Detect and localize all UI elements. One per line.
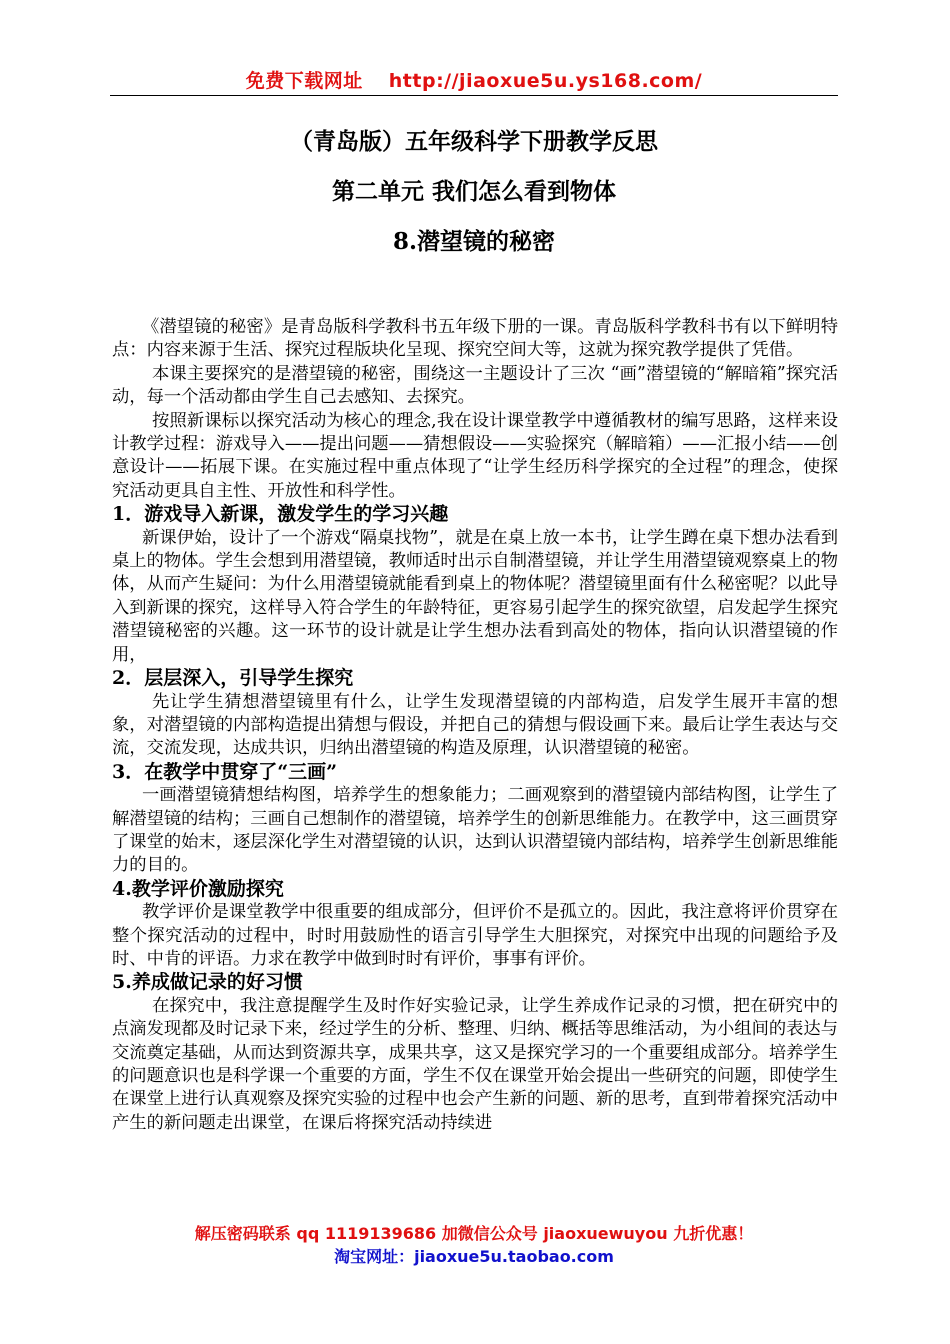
section-heading-1: 1．游戏导入新课，激发学生的学习兴趣	[112, 503, 449, 526]
paragraph-section-3: 一画潜望镜猜想结构图，培养学生的想象能力；二画观察到的潜望镜内部结构图，让学生了解潜望镜的结构；三画自己想制作的潜望镜，培养学生的创新思维能力。在教学中，这三画贯穿了课堂的始末，逐层深化学生对潜望镜的认识，达到认识潜望镜内部结构，培养学生创新思维能力的目的。	[112, 785, 838, 876]
footer-contact: 解压密码联系 qq 1119139686 加微信公众号 jiaoxuewuyou 九折优惠！	[194, 1224, 754, 1243]
paragraph-section-4: 教学评价是课堂教学中很重要的组成部分，但评价不是孤立的。因此，我注意将评价贯穿在整个探究活动的过程中，时时用鼓励性的语言引导学生大胆探究，对探究中出现的问题给予及时、中肯的评语。力求在教学中做到时时有评价，事事有评价。	[112, 902, 838, 969]
paragraph-topic: 本课主要探究的是潜望镜的秘密，围绕这一主题设计了三次 “画”潜望镜的“解暗箱”探究活动，每一个活动都由学生自己去感知、去探究。	[112, 363, 838, 408]
header-label: 免费下载网址	[245, 70, 363, 92]
section-heading-3: 3．在教学中贯穿了“三画”	[112, 760, 338, 783]
unit-title: 第二单元 我们怎么看到物体	[331, 178, 616, 205]
section-heading-4: 4.教学评价激励探究	[112, 877, 284, 900]
paragraph-intro: 《潜望镜的秘密》是青岛版科学教科书五年级下册的一课。青岛版科学教科书有以下鲜明特点：内容来源于生活、探究过程版块化呈现、探究空间大等，这就为探究教学提供了凭借。	[112, 317, 838, 361]
document-title: （青岛版）五年级科学下册教学反思	[290, 128, 658, 155]
section-heading-2: 2．层层深入，引导学生探究	[112, 667, 354, 690]
header-url[interactable]: http://jiaoxue5u.ys168.com/	[388, 70, 703, 92]
title-block	[110, 128, 838, 256]
header-divider	[110, 95, 838, 96]
header-banner	[110, 66, 838, 93]
paragraph-design: 按照新课标以探究活动为核心的理念,我在设计课堂教学中遵循教材的编写思路，这样来设计教学过程：游戏导入——提出问题——猜想假设——实验探究（解暗箱）——汇报小结——创意设计——拓展下课。在实施过程中重点体现了“让学生经历科学探究的全过程”的理念，使探究活动更具自主性、开放性和科学性。	[112, 410, 838, 501]
document-body	[112, 316, 838, 1135]
footer-shop-link[interactable]: 淘宝网址：jiaoxue5u.taobao.com	[334, 1247, 614, 1266]
section-heading-5: 5.养成做记录的好习惯	[112, 971, 303, 994]
paragraph-section-2: 先让学生猜想潜望镜里有什么，让学生发现潜望镜的内部构造，启发学生展开丰富的想象，对潜望镜的内部构造提出猜想与假设，并把自己的猜想与假设画下来。最后让学生表达与交流，交流发现，达成共识，归纳出潜望镜的构造及原理，认识潜望镜的秘密。	[112, 691, 838, 759]
paragraph-section-5: 在探究中，我注意提醒学生及时作好实验记录，让学生养成作记录的习惯，把在研究中的点滴发现都及时记录下来，经过学生的分析、整理、归纳、概括等思维活动，为小组间的表达与交流奠定基础，从而达到资源共享，成果共享，这又是探究学习的一个重要组成部分。培养学生的问题意识也是科学课一个重要的方面，学生不仅在课堂开始会提出一些研究的问题，即使学生在课堂上进行认真观察及探究实验的过程中也会产生新的问题、新的思考，直到带着探究活动中产生的新问题走出课堂，在课后将探究活动持续进	[112, 995, 838, 1133]
paragraph-section-1: 新课伊始，设计了一个游戏“隔桌找物”，就是在桌上放一本书，让学生蹲在桌下想办法看到桌上的物体。学生会想到用潜望镜，教师适时出示自制潜望镜，并让学生用潜望镜观察桌上的物体，从而产生疑问：为什么用潜望镜就能看到桌上的物体呢？潜望镜里面有什么秘密呢？以此导入到新课的探究，这样导入符合学生的年龄特征，更容易引起学生的探究欲望，启发起学生探究潜望镜秘密的兴趣。这一环节的设计就是让学生想办法看到高处的物体，指向认识潜望镜的作用，	[112, 527, 838, 665]
lesson-title: 8.潜望镜的秘密	[392, 228, 555, 255]
